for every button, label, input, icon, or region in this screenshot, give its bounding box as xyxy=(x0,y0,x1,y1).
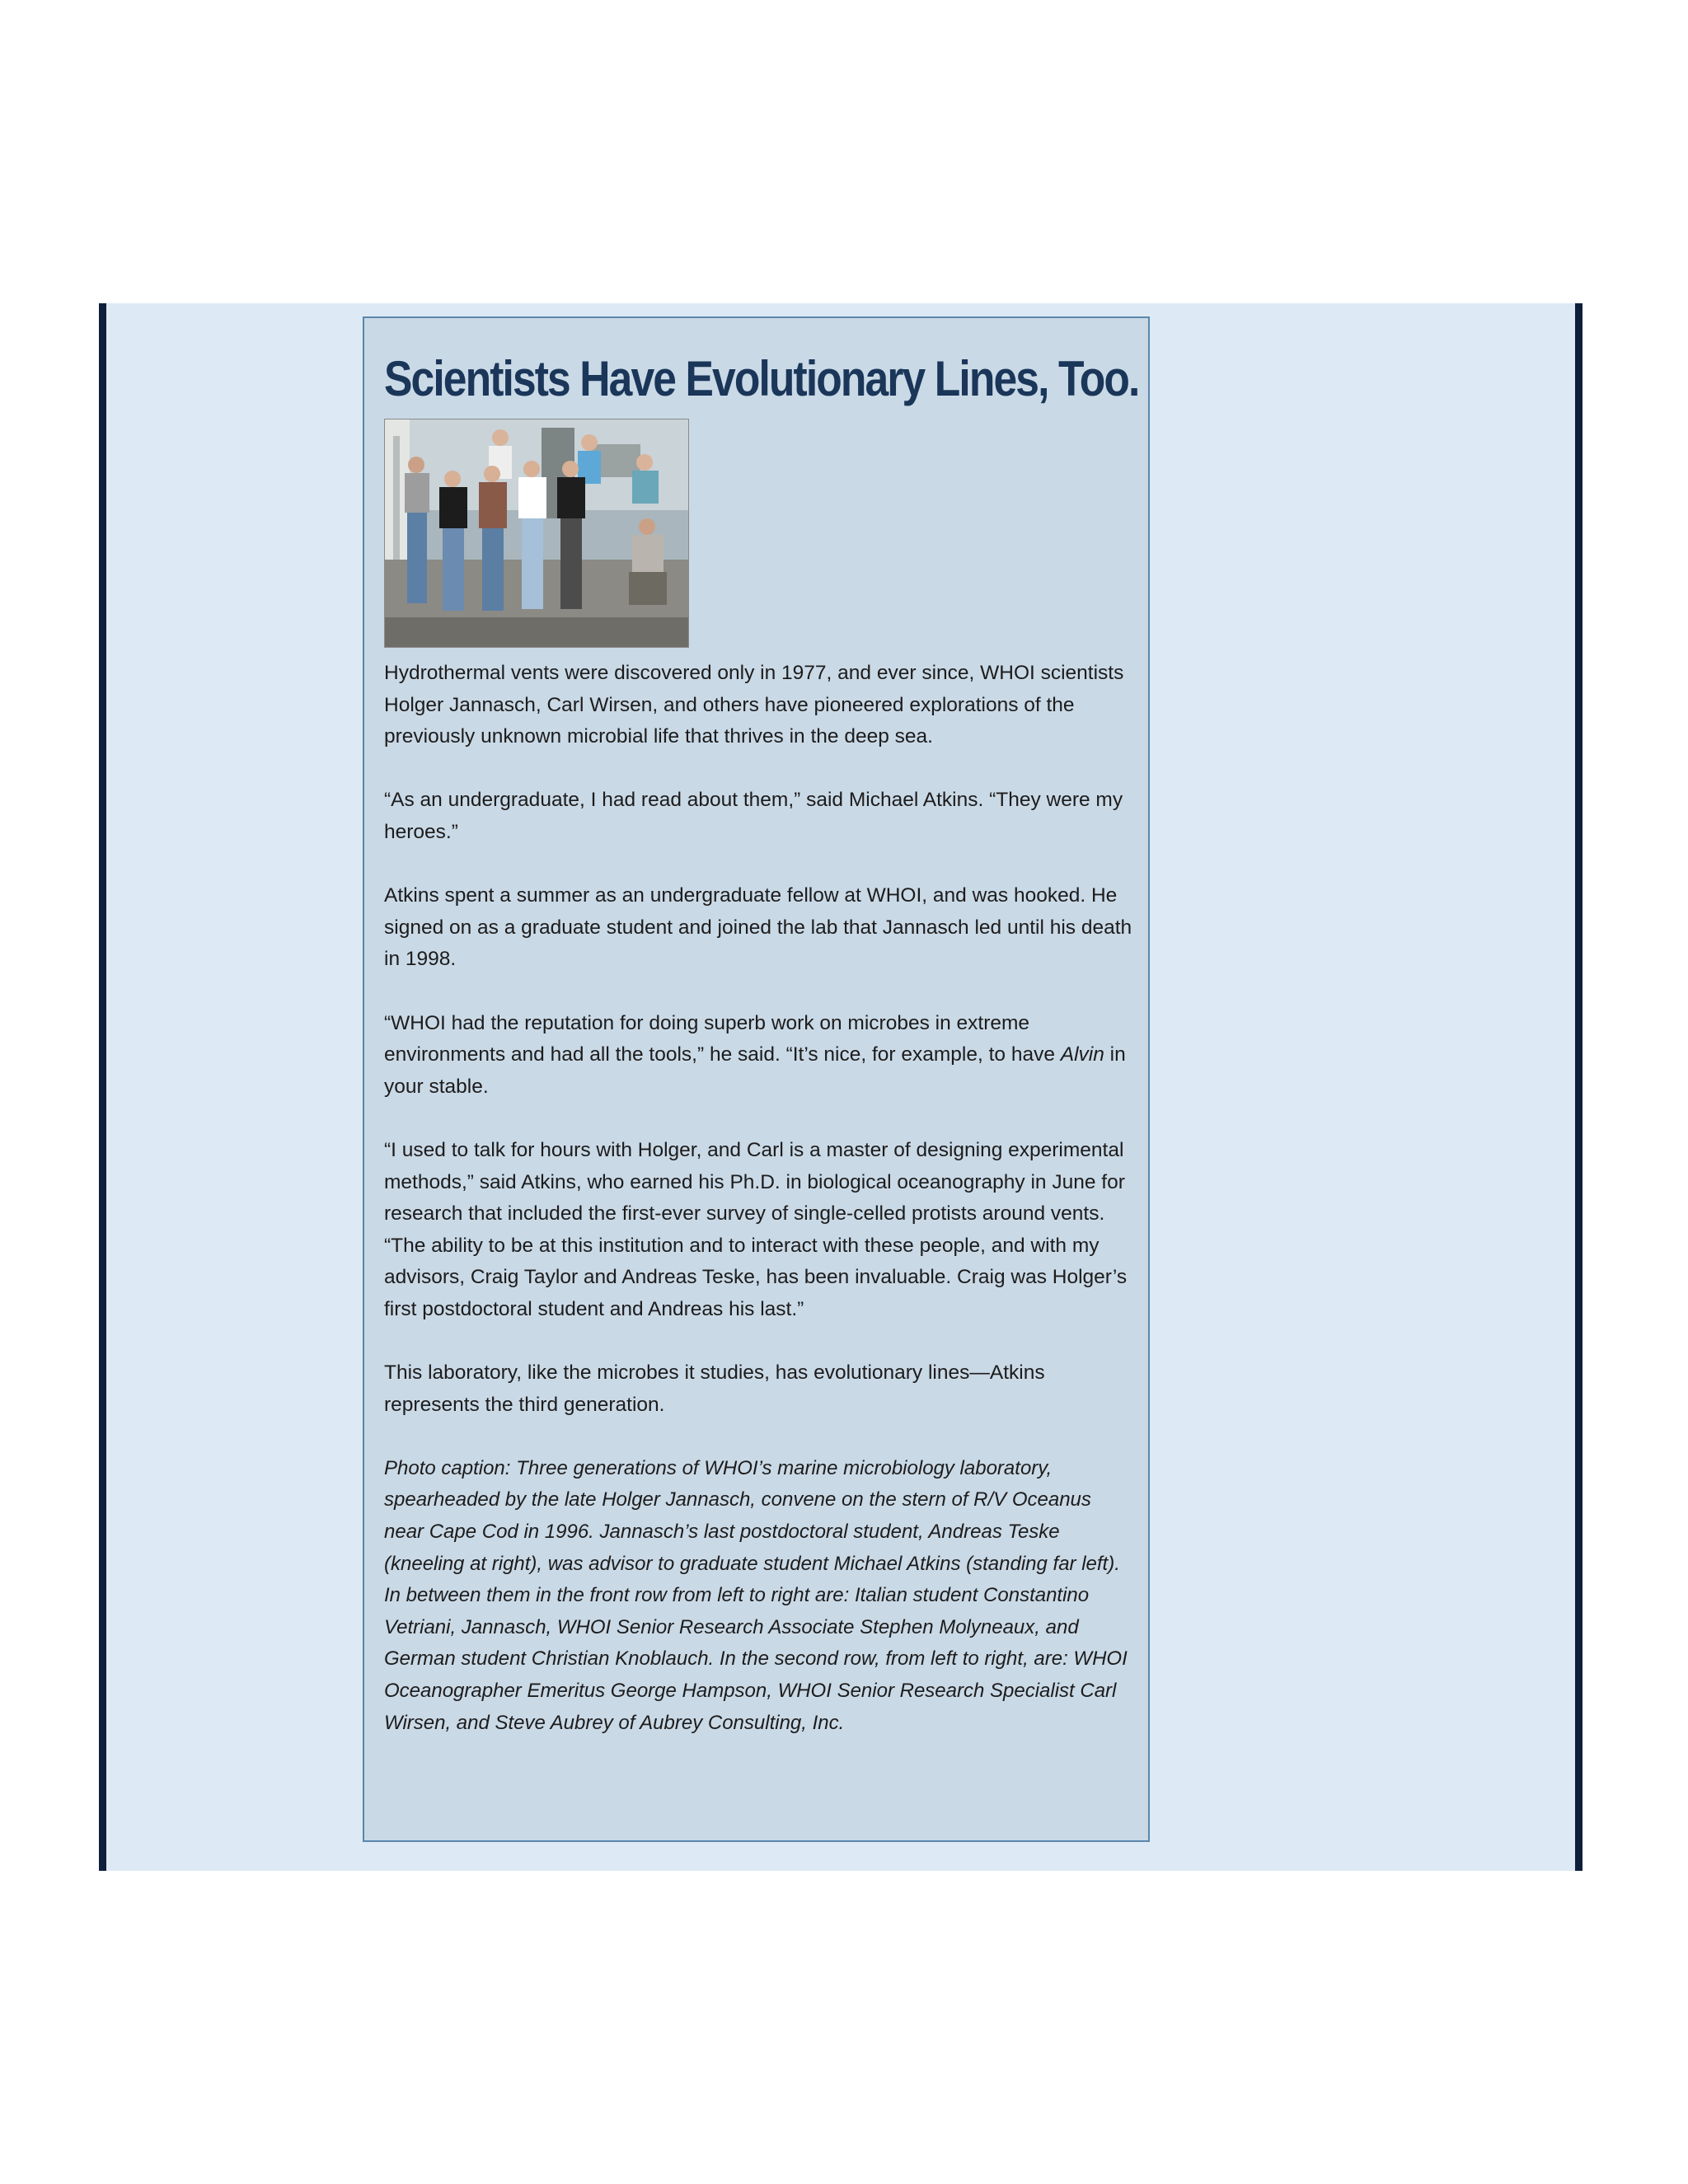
article-body xyxy=(384,658,1134,1739)
paragraph-6: This laboratory, like the microbes it studies, has evolutionary lines—Atkins represents the third generation. xyxy=(384,1361,1045,1416)
paragraph-4-text-start: “WHOI had the reputation for doing superb work on microbes in extreme environments and had all the tools,” he said. “It’s nice, for example, to have xyxy=(384,1011,1061,1066)
paragraph-5: “I used to talk for hours with Holger, and Carl is a master of designing experimental methods,” said Atkins, who earned his Ph.D. in biological oceanography in June for research that included the first-ever survey of single-celled protists around vents. “The ability to be at this institution and to interact with these people, and with my advisors, Craig Taylor and Andreas Teske, has been invaluable. Craig was Holger’s first postdoctoral student and Andreas his last.” xyxy=(384,1138,1128,1320)
article-title: Scientists Have Evolutionary Lines, Too. xyxy=(384,351,1139,406)
paragraph-4 xyxy=(384,1008,1134,1104)
photo-caption: Photo caption: Three generations of WHOI’s marine microbiology laboratory, spearheaded by the late Holger Jannasch, convene on the stern of R/V Oceanus near Cape Cod in 1996. Jannasch’s last postdoctoral student, Andreas Teske (kneeling at right), was advisor to graduate student Michael Atkins (standing far left). In between them in the front row from left to right are: Italian student Constantino Vetriani, Jannasch, WHOI Senior Research Associate Stephen Molyneaux, and German student Christian Knoblauch. In the second row, from left to right, are: WHOI Oceanographer Emeritus George Hampson, WHOI Senior Research Specialist Carl Wirsen, and Steve Aubrey of Aubrey Consulting, Inc. xyxy=(384,1456,1128,1734)
paragraph-3: Atkins spent a summer as an undergraduate fellow at WHOI, and was hooked. He signed on as a graduate student and joined the lab that Jannasch led until his death in 1998. xyxy=(384,884,1132,971)
article-sidebar-box xyxy=(363,316,1150,1842)
paragraph-2: “As an undergraduate, I had read about them,” said Michael Atkins. “They were my heroes.” xyxy=(384,789,1123,843)
paragraph-1: Hydrothermal vents were discovered only in 1977, and ever since, WHOI scientists Holger Jannasch, Carl Wirsen, and others have pioneered explorations of the previously unknown microbial life that thrives in the deep sea. xyxy=(384,662,1124,748)
alvin-vessel-name: Alvin xyxy=(1060,1043,1104,1066)
article-content xyxy=(384,318,1139,1739)
group-photo xyxy=(384,419,689,648)
paragraph-4-text-end: in your stable. xyxy=(384,1043,1126,1098)
